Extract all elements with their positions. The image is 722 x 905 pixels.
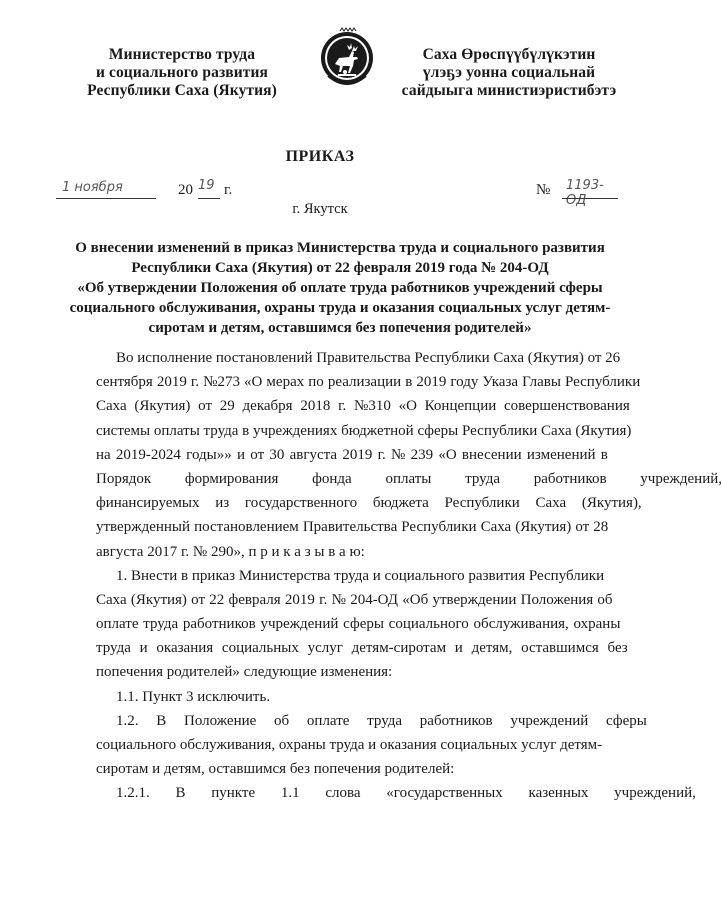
header-right-line: сайдыыга министиэристибэтэ: [401, 82, 617, 99]
body-line: Во исполнение постановлений Правительства Республики Саха (Якутия) от 26: [116, 350, 621, 366]
body-line: 1. Внести в приказ Министерства труда и социального развития Республики: [116, 567, 605, 584]
body-line: оплате труда работников учреждений сферы социального обслуживания, охраны: [96, 616, 621, 633]
body-line: попечения родителей» следующие изменения:: [96, 664, 393, 681]
body-line: системы оплаты труда в учреждениях бюджетной сферы Республики Саха (Якутия): [96, 422, 632, 439]
heading-line: «Об утверждении Положения об оплате труда работников учреждений сферы: [77, 280, 603, 296]
document-title: ПРИКАЗ: [285, 148, 355, 165]
date-year-prefix: 20: [178, 182, 193, 198]
header-left-line: Министерство труда: [108, 46, 256, 63]
body-line: 1.1. Пункт 3 исключить.: [116, 688, 271, 705]
order-number-value: 1193-ОД: [566, 178, 604, 208]
body-line: финансируемых из государственного бюджета Республики Саха (Якутия),: [96, 495, 642, 512]
body-line: утвержденный постановлением Правительства Республики Саха (Якутия) от 28: [96, 519, 609, 536]
body-line: на 2019-2024 годы»» и от 30 августа 2019 г. № 239 «О внесении изменений в: [96, 446, 608, 463]
ministry-name-yakut: [398, 46, 620, 100]
heading-line: Республики Саха (Якутия) от 22 февраля 2019 года № 204-ОД: [131, 260, 549, 276]
heading-line: О внесении изменений в приказ Министерства труда и социального развития: [75, 240, 605, 256]
date-year-abbrev: г.: [224, 182, 233, 198]
body-line: социального обслуживания, охраны труда и оказания социальных услуг детям-: [96, 737, 603, 753]
heading-line: сиротам и детям, оставшимся без попечения родителей»: [148, 320, 532, 336]
header-right-line: Саха Өрөспүүбүлүкэтин: [422, 46, 596, 63]
body-line: 1.2. В Положение об оплате труда работников учреждений сферы: [116, 712, 647, 729]
body-line: сиротам и детям, оставшимся без попечения родителей:: [96, 761, 455, 778]
order-body: [96, 346, 722, 806]
header-left-line: и социального развития: [95, 64, 269, 81]
date-day-month: 1 ноября: [62, 180, 123, 195]
body-line: сентября 2019 г. №273 «О мерах по реализации в 2019 году Указа Главы Республики: [96, 374, 641, 391]
coat-of-arms-yakutia-icon: [318, 26, 376, 94]
number-underline: [562, 198, 618, 199]
body-line: 1.2.1. В пункте 1.1 слова «государственных казенных учреждений,: [116, 785, 696, 802]
date-year-suffix: 19: [198, 178, 215, 193]
body-line: Саха (Якутия) от 22 февраля 2019 г. № 204-ОД «Об утверждении Положения об: [96, 591, 613, 608]
body-line: труда и оказания социальных услуг детям-сиротам и детям, оставшимся без: [96, 640, 628, 657]
body-line: Саха (Якутия) от 29 декабря 2018 г. №310 «О Концепции совершенствования: [96, 398, 630, 415]
order-heading: [60, 238, 620, 338]
date-underline: [56, 198, 156, 199]
header-right-line: үлэҕэ уонна социальнай: [422, 64, 596, 81]
city: г. Якутск: [292, 201, 348, 217]
order-number-symbol: №: [536, 182, 551, 198]
year-underline: [198, 198, 220, 199]
body-line: Порядок формирования фонда оплаты труда работников учреждений,: [96, 470, 722, 487]
header-left-line: Республики Саха (Якутия): [87, 82, 277, 99]
body-line: августа 2017 г. № 290», п р и к а з ы в а ю:: [96, 543, 365, 560]
ministry-name-russian: [74, 46, 290, 100]
heading-line: социального обслуживания, охраны труда и оказания социальных услуг детям-: [69, 300, 611, 316]
